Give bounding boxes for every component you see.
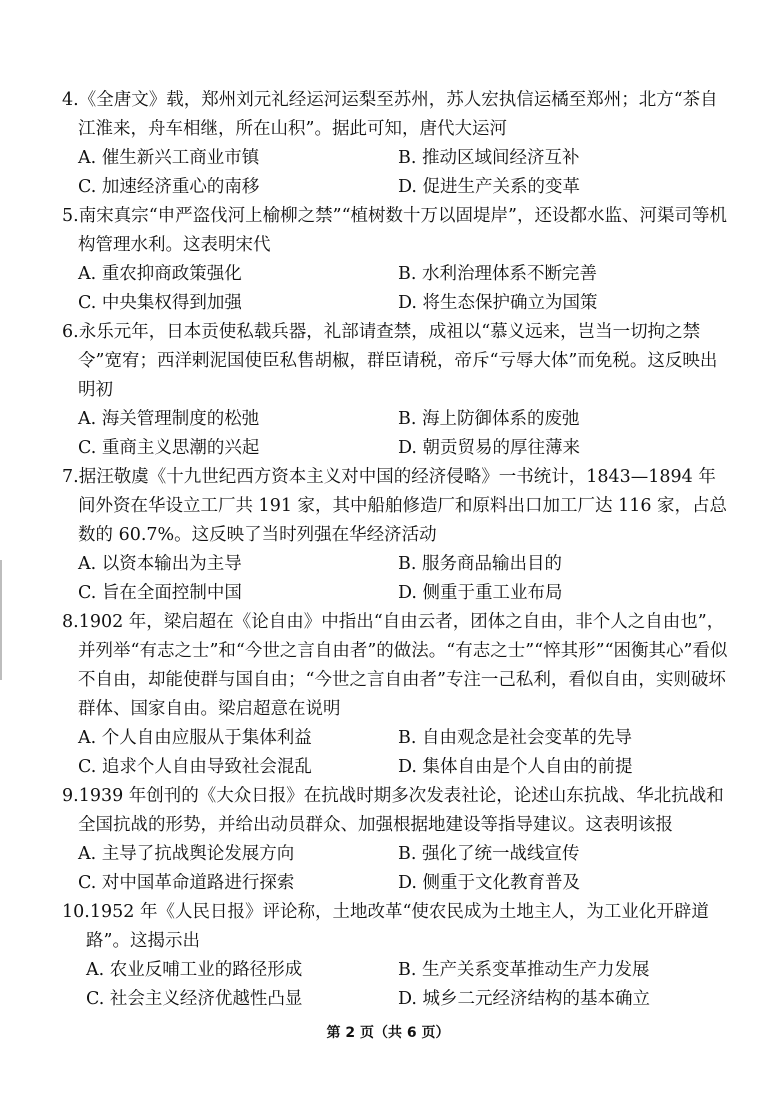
option-c: C. 中央集权得到加强	[78, 293, 242, 313]
option-c: C. 社会主义经济优越性凸显	[86, 989, 303, 1009]
question-text: 永乐元年，日本贡使私载兵器，礼部请查禁，成祖以“慕义远来，岂当一切拘之禁令”宽宥；西洋剌泥国使臣私售胡椒，群臣请税，帝斥“亏辱大体”而免税。这反映出明初	[78, 322, 718, 400]
option-d: D. 集体自由是个人自由的前提	[398, 757, 633, 777]
option-a: A. 海关管理制度的松弛	[78, 409, 260, 429]
option-b: B. 海上防御体系的废弛	[398, 409, 580, 429]
question-6	[62, 318, 732, 463]
question-8	[62, 608, 732, 782]
option-a: A. 农业反哺工业的路径形成	[86, 960, 303, 980]
option-a: A. 催生新兴工商业市镇	[78, 148, 260, 168]
question-stem	[62, 463, 732, 550]
question-7	[62, 463, 732, 608]
option-c: C. 加速经济重心的南移	[78, 177, 260, 197]
question-4	[62, 86, 732, 202]
option-list	[62, 956, 732, 1014]
option-c: C. 对中国革命道路进行探索	[78, 873, 295, 893]
question-stem	[62, 318, 732, 405]
question-text: 1952 年《人民日报》评论称，土地改革“使农民成为土地主人，为工业化开辟道路”。这揭示出	[86, 902, 709, 951]
option-d: D. 城乡二元经济结构的基本确立	[398, 989, 651, 1009]
option-b: B. 强化了统一战线宣传	[398, 844, 580, 864]
question-number: 5.	[62, 206, 79, 226]
question-stem	[62, 608, 732, 724]
option-b: B. 推动区域间经济互补	[398, 148, 580, 168]
question-number: 9.	[62, 786, 79, 806]
question-number: 10.	[62, 902, 90, 922]
question-9	[62, 782, 732, 898]
option-list	[62, 260, 732, 318]
option-b: B. 水利治理体系不断完善	[398, 264, 597, 284]
question-number: 6.	[62, 322, 79, 342]
question-5	[62, 202, 732, 318]
question-text: 1939 年创刊的《大众日报》在抗战时期多次发表社论，论述山东抗战、华北抗战和全国抗战的形势，并给出动员群众、加强根据地建设等指导建议。这表明该报	[78, 786, 724, 835]
question-text: 据汪敬虞《十九世纪西方资本主义对中国的经济侵略》一书统计，1843—1894 年间外资在华设立工厂共 191 家，其中船舶修造厂和原料出口加工厂达 116 家，占总数的 60.7%。这反映了当时列强在华经济活动	[78, 467, 728, 545]
option-list	[62, 724, 732, 782]
option-b: B. 生产关系变革推动生产力发展	[398, 960, 650, 980]
question-number: 7.	[62, 467, 79, 487]
option-b: B. 服务商品输出目的	[398, 554, 562, 574]
option-c: C. 追求个人自由导致社会混乱	[78, 757, 312, 777]
option-list	[62, 144, 732, 202]
option-a: A. 主导了抗战舆论发展方向	[78, 844, 295, 864]
question-10	[62, 898, 732, 1014]
question-text: 《全唐文》载，郑州刘元礼经运河运梨至苏州，苏人宏执信运橘至郑州；北方“茶自江淮来，舟车相继，所在山积”。据此可知，唐代大运河	[78, 90, 718, 139]
option-c: C. 旨在全面控制中国	[78, 583, 242, 603]
option-d: D. 侧重于重工业布局	[398, 583, 563, 603]
option-d: D. 促进生产关系的变革	[398, 177, 581, 197]
question-stem	[62, 782, 732, 840]
option-d: D. 侧重于文化教育普及	[398, 873, 581, 893]
option-a: A. 以资本输出为主导	[78, 554, 242, 574]
option-d: D. 朝贡贸易的厚往薄来	[398, 438, 581, 458]
option-list	[62, 405, 732, 463]
question-number: 8.	[62, 612, 79, 632]
page-footer: 第 2 页（共 6 页）	[326, 1025, 450, 1041]
option-a: A. 重农抑商政策强化	[78, 264, 242, 284]
question-text: 1902 年，梁启超在《论自由》中指出“自由云者，团体之自由，非个人之自由也”，并列举“有志之士”和“今世之言自由者”的做法。“有志之士”“悴其形”“困衡其心”看似不自由，却能使群与国自由；“今世之言自由者”专注一己私利，看似自由，实则破坏群体、国家自由。梁启超意在说明	[78, 612, 728, 719]
option-list	[62, 550, 732, 608]
question-stem	[62, 202, 732, 260]
option-b: B. 自由观念是社会变革的先导	[398, 728, 632, 748]
option-c: C. 重商主义思潮的兴起	[78, 438, 260, 458]
scan-edge-line	[0, 560, 2, 680]
option-a: A. 个人自由应服从于集体利益	[78, 728, 312, 748]
question-text: 南宋真宗“申严盗伐河上榆柳之禁”“植树数十万以固堤岸”，还设都水监、河渠司等机构管理水利。这表明宋代	[78, 206, 727, 255]
question-stem	[62, 898, 732, 956]
option-d: D. 将生态保护确立为国策	[398, 293, 598, 313]
option-list	[62, 840, 732, 898]
question-number: 4.	[62, 90, 79, 110]
question-stem	[62, 86, 732, 144]
